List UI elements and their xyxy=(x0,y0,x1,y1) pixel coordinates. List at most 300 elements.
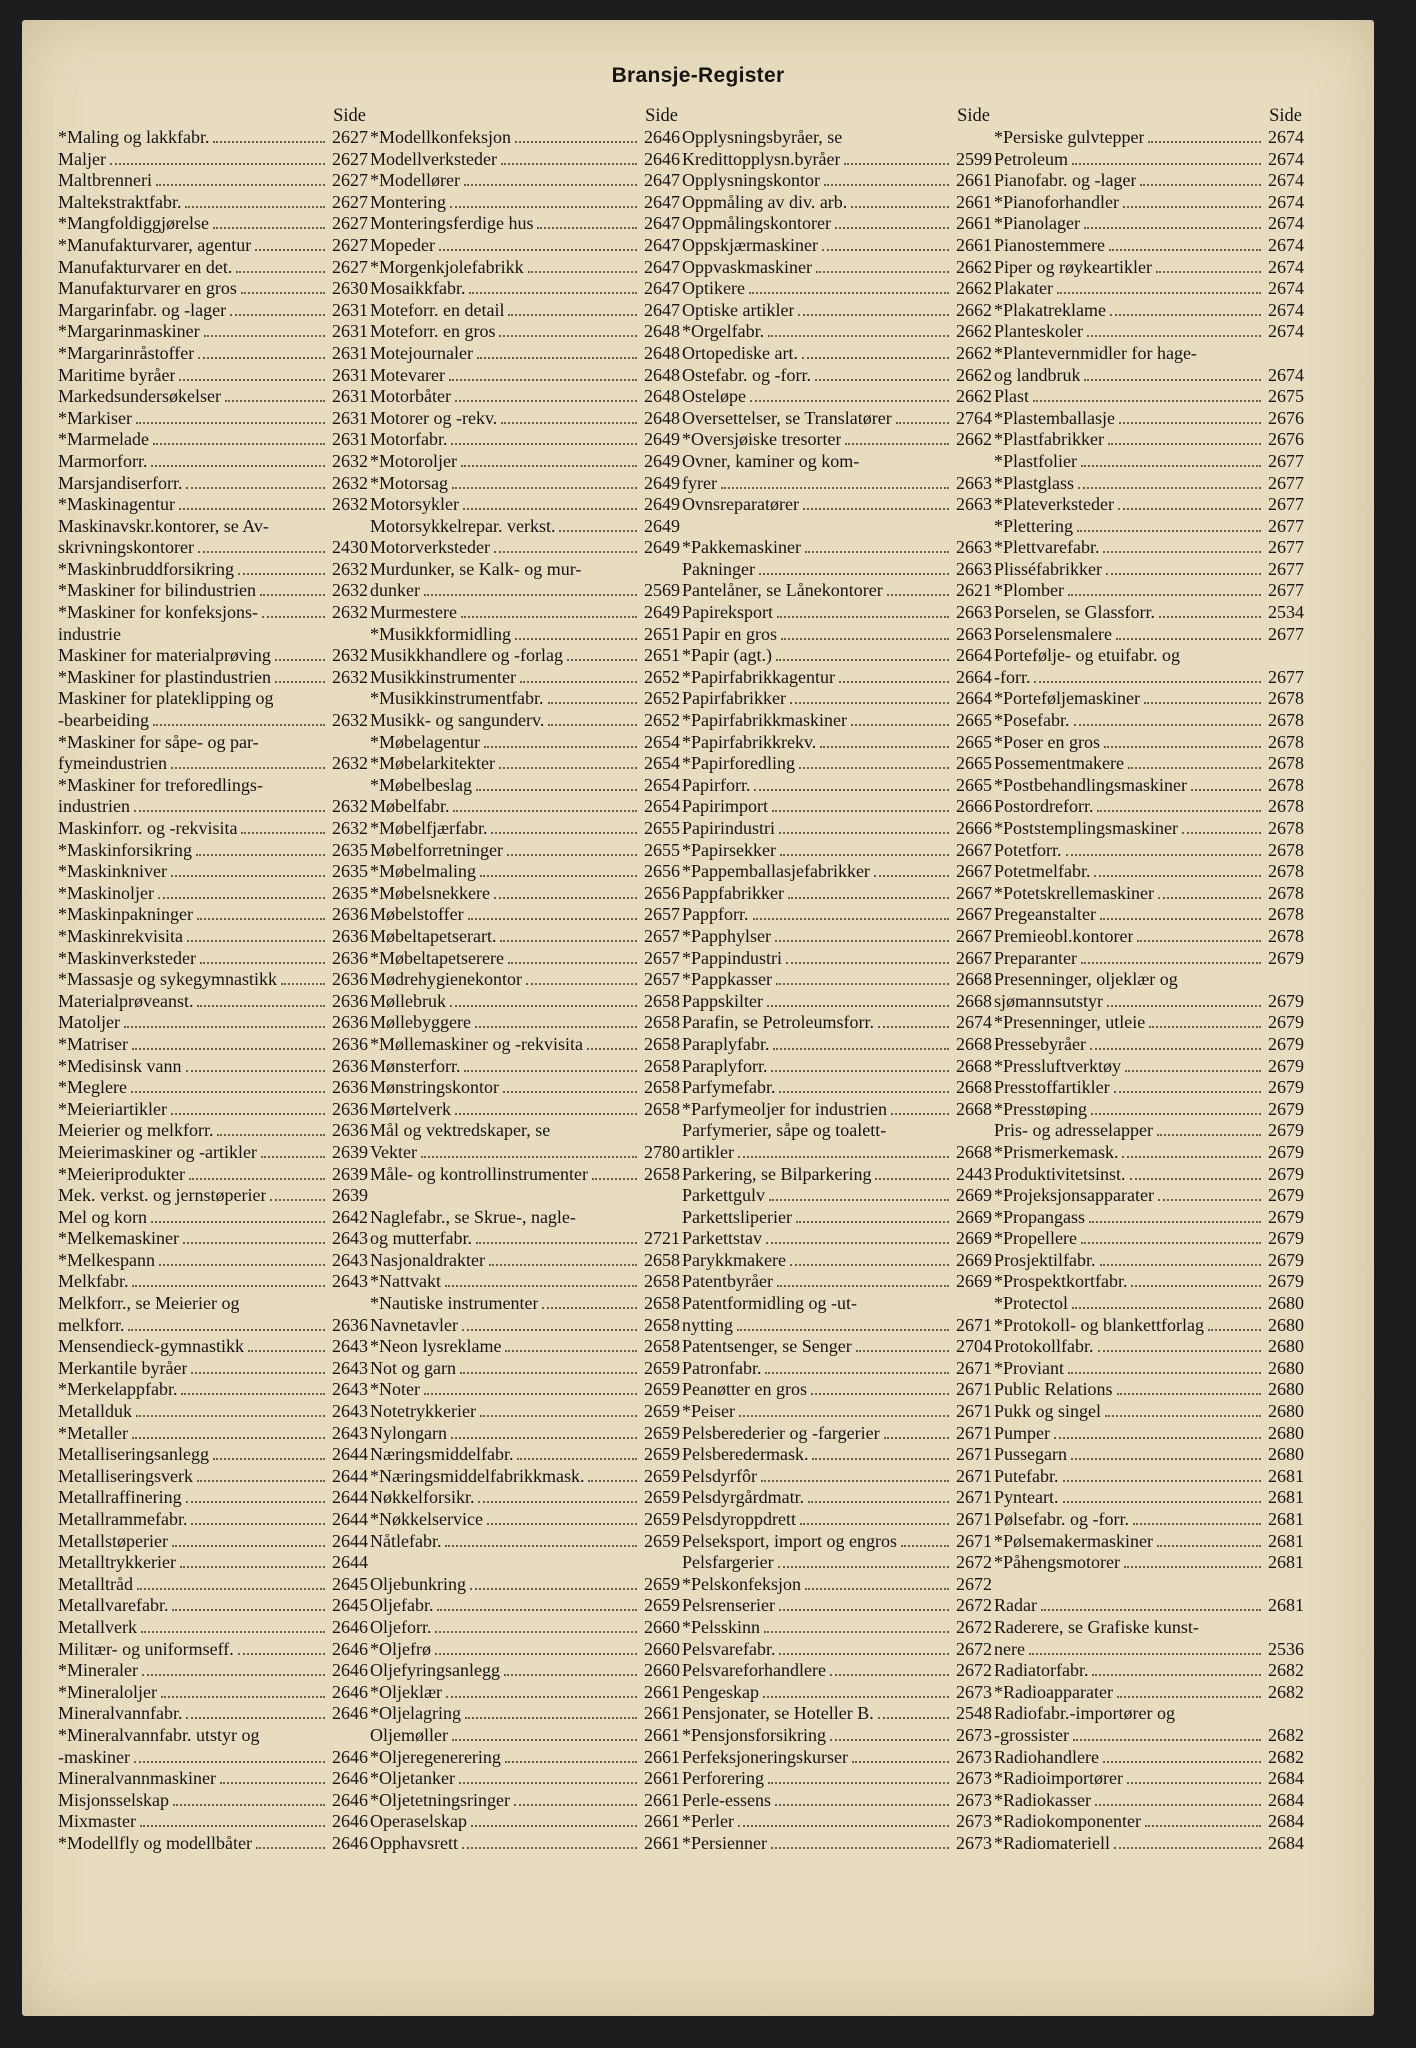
index-entry xyxy=(682,1444,992,1466)
dot-leader xyxy=(461,616,637,618)
entry-name: Montering xyxy=(370,191,446,212)
dot-leader xyxy=(471,1825,637,1827)
index-entry xyxy=(994,1185,1304,1207)
dot-leader xyxy=(769,1199,949,1201)
dot-leader xyxy=(445,1285,637,1287)
entry-name: *Møbeltapetserere xyxy=(370,947,504,968)
entry-name: -forr. xyxy=(994,666,1031,687)
dot-leader xyxy=(1071,1458,1261,1460)
entry-page-number: 2678 xyxy=(1268,796,1304,817)
index-entry xyxy=(682,321,992,343)
entry-name: Petroleum xyxy=(994,148,1068,169)
entry-name: Patentformidling og -ut- xyxy=(682,1293,857,1314)
index-entry xyxy=(682,1768,992,1790)
dot-leader xyxy=(775,940,949,942)
entry-name: Raderere, se Grafiske kunst- xyxy=(994,1616,1199,1637)
entry-name: *Maskiner for konfeksjons- xyxy=(58,602,258,623)
dot-leader xyxy=(1074,724,1262,726)
entry-name: *Medisinsk vann xyxy=(58,1055,182,1076)
dot-leader xyxy=(275,659,325,661)
index-entry xyxy=(994,796,1304,818)
dot-leader xyxy=(1159,616,1261,618)
dot-leader xyxy=(778,1566,949,1568)
dot-leader xyxy=(1072,1307,1261,1309)
index-entry xyxy=(682,796,992,818)
dot-leader xyxy=(1068,1372,1261,1374)
entry-page-number: 2668 xyxy=(956,1055,992,1076)
entry-page-number: 2676 xyxy=(1268,407,1304,428)
index-entry xyxy=(994,1639,1304,1661)
entry-name: Papirimport xyxy=(682,796,768,817)
dot-leader xyxy=(1128,767,1261,769)
dot-leader xyxy=(790,1264,949,1266)
entry-page-number: 2680 xyxy=(1268,1422,1304,1443)
dot-leader xyxy=(1119,422,1261,424)
entry-page-number: 2661 xyxy=(644,1746,680,1767)
entry-page-number: 2674 xyxy=(1268,170,1304,191)
dot-leader xyxy=(1084,379,1261,381)
entry-page-number: 2652 xyxy=(644,666,680,687)
index-entry xyxy=(370,1228,680,1250)
entry-name: *Perler xyxy=(682,1811,734,1832)
entry-page-number: 2646 xyxy=(332,1811,368,1832)
dot-leader xyxy=(887,594,949,596)
index-entry xyxy=(370,1833,680,1855)
dot-leader xyxy=(248,1350,325,1352)
index-entry xyxy=(682,926,992,948)
entry-page-number: 2646 xyxy=(332,1660,368,1681)
index-entry xyxy=(682,732,992,754)
dot-leader xyxy=(1100,918,1261,920)
entry-name: Optikere xyxy=(682,278,745,299)
dot-leader xyxy=(780,854,949,856)
entry-name: Parkering, se Bilparkering xyxy=(682,1163,872,1184)
index-entry xyxy=(994,1811,1304,1833)
dot-leader xyxy=(136,1415,325,1417)
dot-leader xyxy=(1072,163,1261,165)
index-entry xyxy=(370,818,680,840)
entry-name: Marmorforr. xyxy=(58,450,148,471)
dot-leader xyxy=(1081,465,1261,467)
dot-leader xyxy=(1105,1415,1261,1417)
entry-name: *Parfymeoljer for industrien xyxy=(682,1098,887,1119)
entry-page-number: 2654 xyxy=(644,753,680,774)
index-entry xyxy=(370,1552,680,1574)
dot-leader xyxy=(505,1350,637,1352)
index-entry xyxy=(370,602,680,624)
entry-page-number: 2684 xyxy=(1268,1789,1304,1810)
entry-name: Maljer xyxy=(58,148,106,169)
entry-name: Papir en gros xyxy=(682,623,777,644)
index-entry xyxy=(370,775,680,797)
entry-page-number: 2665 xyxy=(956,731,992,752)
dot-leader xyxy=(110,163,325,165)
dot-leader xyxy=(1078,487,1261,489)
dot-leader xyxy=(241,832,325,834)
entry-name: Møbeltapetserart. xyxy=(370,925,497,946)
entry-name: Optiske artikler xyxy=(682,299,795,320)
entry-page-number: 2684 xyxy=(1268,1832,1304,1853)
index-entry xyxy=(682,473,992,495)
entry-page-number: 2682 xyxy=(1268,1681,1304,1702)
entry-name: *Papirsekker xyxy=(682,839,776,860)
dot-leader xyxy=(588,1480,637,1482)
entry-name: *Manufakturvarer, agentur xyxy=(58,234,252,255)
index-entry xyxy=(682,192,992,214)
index-entry xyxy=(58,386,368,408)
entry-page-number: 2673 xyxy=(956,1811,992,1832)
entry-page-number: 2679 xyxy=(1268,1185,1304,1206)
entry-name: Pukk og singel xyxy=(994,1401,1102,1422)
index-entry xyxy=(58,537,368,559)
index-entry xyxy=(682,257,992,279)
entry-page-number: 2675 xyxy=(1268,386,1304,407)
index-entry xyxy=(58,343,368,365)
entry-name: *Pølsemakermaskiner xyxy=(994,1530,1153,1551)
entry-name: Nøkkelforsikr. xyxy=(370,1487,475,1508)
entry-name: Mørtelverk xyxy=(370,1098,451,1119)
dot-leader xyxy=(1041,1609,1261,1611)
index-entry xyxy=(994,602,1304,624)
entry-page-number: 2658 xyxy=(644,1271,680,1292)
dot-leader xyxy=(822,249,949,251)
index-entry xyxy=(58,1401,368,1423)
index-entry xyxy=(682,235,992,257)
entry-name: *Plantevernmidler for hage- xyxy=(994,342,1197,363)
index-entry xyxy=(370,926,680,948)
dot-leader xyxy=(767,1005,949,1007)
index-entry xyxy=(682,775,992,797)
entry-name: melkforr. xyxy=(58,1314,125,1335)
entry-name: Motejournaler xyxy=(370,342,473,363)
index-entry xyxy=(370,1358,680,1380)
entry-name: Merkantile byråer xyxy=(58,1357,188,1378)
entry-name: Metallraffinering xyxy=(58,1487,182,1508)
entry-name: Osteløpe xyxy=(682,386,746,407)
dot-leader xyxy=(878,1026,949,1028)
entry-page-number: 2631 xyxy=(332,386,368,407)
dot-leader xyxy=(470,1588,637,1590)
index-entry xyxy=(994,840,1304,862)
index-entry xyxy=(682,300,992,322)
index-entry xyxy=(370,1639,680,1661)
index-entry xyxy=(370,732,680,754)
entry-page-number: 2658 xyxy=(644,1293,680,1314)
index-entry xyxy=(370,494,680,516)
index-entry xyxy=(370,1099,680,1121)
entry-page-number: 2656 xyxy=(644,861,680,882)
entry-page-number: 2721 xyxy=(644,1228,680,1249)
entry-page-number: 2658 xyxy=(644,1098,680,1119)
entry-page-number: 2661 xyxy=(644,1789,680,1810)
dot-leader xyxy=(1109,249,1261,251)
index-entry xyxy=(58,861,368,883)
dot-leader xyxy=(878,1717,949,1719)
dot-leader xyxy=(839,681,949,683)
dot-leader xyxy=(567,659,637,661)
entry-page-number: 2681 xyxy=(1268,1530,1304,1551)
index-entry xyxy=(682,904,992,926)
entry-page-number: 2636 xyxy=(332,1120,368,1141)
dot-leader xyxy=(1127,1782,1261,1784)
index-entry xyxy=(682,1315,992,1337)
entry-name: *Musikkformidling xyxy=(370,623,512,644)
entry-page-number: 2668 xyxy=(956,1033,992,1054)
entry-page-number: 2679 xyxy=(1268,1163,1304,1184)
entry-name: *Mineraler xyxy=(58,1660,138,1681)
entry-name: *Motoroljer xyxy=(370,450,457,471)
index-entry xyxy=(994,1293,1304,1315)
index-entry xyxy=(370,1747,680,1769)
entry-page-number: 2674 xyxy=(956,1012,992,1033)
dot-leader xyxy=(738,1156,949,1158)
entry-name: *Metaller xyxy=(58,1422,128,1443)
entry-name: Perforering xyxy=(682,1768,764,1789)
entry-page-number: 2632 xyxy=(332,666,368,687)
dot-leader xyxy=(1100,1264,1262,1266)
dot-leader xyxy=(220,1782,325,1784)
entry-page-number: 2649 xyxy=(644,494,680,515)
index-entry xyxy=(58,1077,368,1099)
entry-name: Ortopediske art. xyxy=(682,342,798,363)
dot-leader xyxy=(761,1480,949,1482)
index-entry xyxy=(682,1379,992,1401)
entry-name: *Pappemballasjefabrikker xyxy=(682,861,870,882)
dot-leader xyxy=(738,1825,949,1827)
dot-leader xyxy=(766,1242,949,1244)
dot-leader xyxy=(739,1415,949,1417)
entry-name: Postordreforr. xyxy=(994,796,1094,817)
entry-page-number: 2674 xyxy=(1268,299,1304,320)
index-entry xyxy=(994,710,1304,732)
index-entry xyxy=(994,818,1304,840)
index-entry xyxy=(994,904,1304,926)
entry-name: Murdunker, se Kalk- og mur- xyxy=(370,558,582,579)
dot-leader xyxy=(491,832,637,834)
entry-page-number: 2662 xyxy=(956,278,992,299)
entry-name: Oversettelser, se Translatører xyxy=(682,407,892,428)
entry-name: Parykkmakere xyxy=(682,1249,786,1270)
entry-page-number: 2430 xyxy=(332,537,368,558)
index-entry xyxy=(370,127,680,149)
dot-leader xyxy=(132,1285,325,1287)
index-entry xyxy=(682,1077,992,1099)
dot-leader xyxy=(1103,1761,1261,1763)
dot-leader xyxy=(213,141,325,143)
dot-leader xyxy=(505,1761,637,1763)
entry-page-number: 2673 xyxy=(956,1681,992,1702)
index-entry xyxy=(994,1207,1304,1229)
entry-name: Parfymefabr. xyxy=(682,1077,776,1098)
entry-name: Motorsykkelrepar. verkst. xyxy=(370,515,556,536)
entry-page-number: 2672 xyxy=(956,1638,992,1659)
entry-name: *Marmelade xyxy=(58,429,149,450)
entry-name: *Nattvakt xyxy=(370,1271,441,1292)
entry-page-number: 2636 xyxy=(332,969,368,990)
index-entry xyxy=(994,1228,1304,1250)
entry-page-number: 2663 xyxy=(956,494,992,515)
dot-leader xyxy=(896,422,949,424)
dot-leader xyxy=(844,163,949,165)
entry-name: Møllebruk xyxy=(370,990,446,1011)
index-entry xyxy=(58,278,368,300)
dot-leader xyxy=(508,962,637,964)
index-entry xyxy=(682,127,992,149)
entry-page-number: 2662 xyxy=(956,364,992,385)
entry-page-number: 2632 xyxy=(332,450,368,471)
dot-leader xyxy=(136,422,325,424)
entry-page-number: 2652 xyxy=(644,688,680,709)
entry-page-number: 2643 xyxy=(332,1422,368,1443)
dot-leader xyxy=(186,487,325,489)
entry-name: Oljefyringsanlegg xyxy=(370,1660,500,1681)
entry-page-number: 2680 xyxy=(1268,1379,1304,1400)
entry-page-number: 2671 xyxy=(956,1422,992,1443)
entry-page-number: 2667 xyxy=(956,861,992,882)
index-entry xyxy=(994,1660,1304,1682)
entry-name: Maltbrenneri xyxy=(58,170,152,191)
dot-leader xyxy=(559,530,637,532)
entry-page-number: 2659 xyxy=(644,1573,680,1594)
index-entry xyxy=(370,796,680,818)
entry-name: *Persienner xyxy=(682,1832,767,1853)
index-entry xyxy=(994,343,1304,365)
entry-page-number: 2674 xyxy=(1268,256,1304,277)
entry-page-number: 2665 xyxy=(956,753,992,774)
entry-page-number: 2647 xyxy=(644,299,680,320)
index-entry xyxy=(370,192,680,214)
index-entry xyxy=(682,1660,992,1682)
entry-page-number: 2657 xyxy=(644,969,680,990)
index-entry xyxy=(682,1099,992,1121)
index-entry xyxy=(58,1682,368,1704)
dot-leader xyxy=(515,638,637,640)
index-entry xyxy=(370,1703,680,1725)
dot-leader xyxy=(151,465,325,467)
entry-page-number: 2681 xyxy=(1268,1552,1304,1573)
entry-page-number: 2663 xyxy=(956,558,992,579)
dot-leader xyxy=(435,1653,637,1655)
dot-leader xyxy=(499,335,637,337)
index-entry xyxy=(370,278,680,300)
entry-page-number: 2632 xyxy=(332,472,368,493)
index-entry xyxy=(682,948,992,970)
entry-name: Radiofabr.-importører og xyxy=(994,1703,1175,1724)
index-entry xyxy=(370,991,680,1013)
index-entry xyxy=(682,883,992,905)
index-entry xyxy=(58,1423,368,1445)
index-entry xyxy=(682,580,992,602)
entry-name: *Oljeregenerering xyxy=(370,1746,501,1767)
entry-page-number: 2659 xyxy=(644,1595,680,1616)
dot-leader xyxy=(478,1501,637,1503)
entry-name: Plakater xyxy=(994,278,1053,299)
dot-leader xyxy=(1054,1437,1261,1439)
entry-name: *Maskinoljer xyxy=(58,882,154,903)
entry-page-number: 2647 xyxy=(644,213,680,234)
dot-leader xyxy=(779,1653,949,1655)
index-entry xyxy=(682,1552,992,1574)
entry-page-number: 2643 xyxy=(332,1271,368,1292)
dot-leader xyxy=(1034,681,1261,683)
entry-page-number: 2673 xyxy=(956,1768,992,1789)
index-entry xyxy=(682,559,992,581)
entry-name: *Radioapparater xyxy=(994,1681,1113,1702)
entry-name: *Oljefrø xyxy=(370,1638,431,1659)
index-entry xyxy=(682,1531,992,1553)
dot-leader xyxy=(1114,1091,1261,1093)
entry-name: *Pianolager xyxy=(994,213,1080,234)
entry-name: Piper og røykeartikler xyxy=(994,256,1152,277)
index-entry xyxy=(58,1639,368,1661)
entry-name: Mek. verkst. og jernstøperier xyxy=(58,1185,267,1206)
entry-name: Pelsvarefabr. xyxy=(682,1638,776,1659)
entry-name: Pappforr. xyxy=(682,904,749,925)
dot-leader xyxy=(191,1523,325,1525)
dot-leader xyxy=(213,227,325,229)
dot-leader xyxy=(494,897,637,899)
index-entry xyxy=(682,1747,992,1769)
dot-leader xyxy=(241,292,325,294)
index-entry xyxy=(682,429,992,451)
dot-leader xyxy=(1092,1674,1261,1676)
dot-leader xyxy=(1137,940,1261,942)
entry-name: Protokollfabr. xyxy=(994,1336,1094,1357)
dot-leader xyxy=(1110,314,1261,316)
index-entry xyxy=(370,1725,680,1747)
dot-leader xyxy=(134,810,325,812)
entry-name: Møbelforretninger xyxy=(370,839,503,860)
dot-leader xyxy=(134,1761,325,1763)
index-entry xyxy=(58,365,368,387)
index-entry xyxy=(370,451,680,473)
dot-leader xyxy=(830,1674,949,1676)
entry-name: Papirforr. xyxy=(682,774,751,795)
entry-name: Metallrammefabr. xyxy=(58,1509,188,1529)
entry-name: *Plakatreklame xyxy=(994,299,1106,320)
entry-name: Motorer og -rekv. xyxy=(370,407,498,428)
index-entry xyxy=(994,1164,1304,1186)
entry-page-number: 2764 xyxy=(956,407,992,428)
dot-leader xyxy=(270,1199,325,1201)
dot-leader xyxy=(452,1739,637,1741)
dot-leader xyxy=(1081,962,1261,964)
index-entry xyxy=(682,840,992,862)
dot-leader xyxy=(204,335,325,337)
entry-name: Materialprøveanst. xyxy=(58,990,194,1011)
dot-leader xyxy=(445,1545,637,1547)
entry-page-number: 2679 xyxy=(1268,990,1304,1011)
entry-name: Motorfabr. xyxy=(370,429,448,450)
entry-page-number: 2635 xyxy=(332,839,368,860)
index-entry xyxy=(682,343,992,365)
entry-page-number: 2632 xyxy=(332,645,368,666)
entry-name: Pelsrenserier xyxy=(682,1595,775,1616)
entry-name: *Maskiner for bilindustrien xyxy=(58,580,256,601)
index-entry xyxy=(58,1747,368,1769)
entry-page-number: 2669 xyxy=(956,1185,992,1206)
dot-leader xyxy=(749,292,949,294)
dot-leader xyxy=(1098,1350,1262,1352)
entry-page-number: 2652 xyxy=(644,710,680,731)
index-entry xyxy=(994,429,1304,451)
entry-name: sjømannsutstyr xyxy=(994,990,1104,1011)
entry-name: *Plettvarefabr. xyxy=(994,537,1100,558)
index-entry xyxy=(682,861,992,883)
entry-name: Plast xyxy=(994,386,1030,407)
dot-leader xyxy=(217,1134,325,1136)
entry-name: *Maskinkniver xyxy=(58,861,167,882)
